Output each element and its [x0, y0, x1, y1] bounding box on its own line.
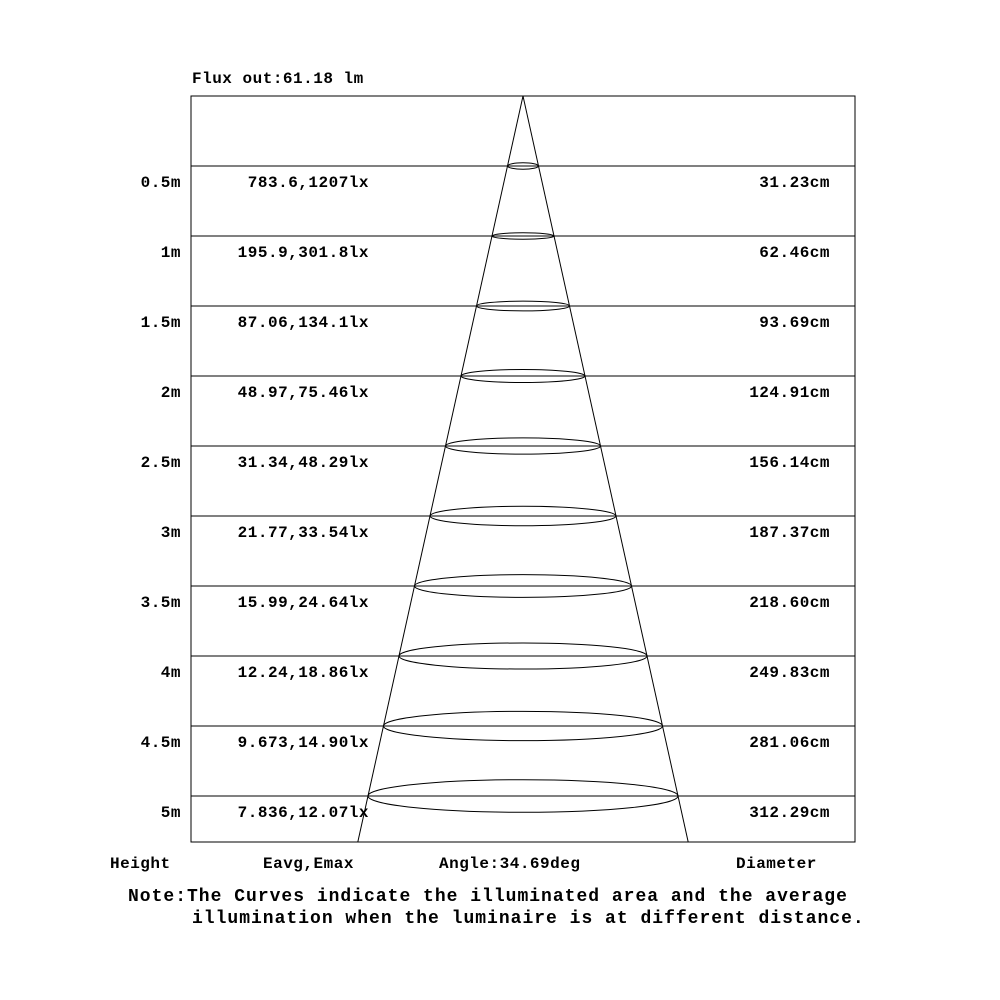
note-line-2: illumination when the luminaire is at different distance. [192, 909, 865, 929]
cone-right-edge [523, 96, 688, 842]
illuminance-value: 783.6,1207lx [247, 174, 369, 192]
height-value: 3.5m [140, 594, 181, 612]
height-value: 2.5m [140, 454, 181, 472]
diameter-value: 249.83cm [749, 664, 830, 682]
diameter-value: 187.37cm [749, 524, 830, 542]
height-value: 0.5m [140, 174, 181, 192]
height-value: 3m [160, 524, 181, 542]
diameter-value: 218.60cm [749, 594, 830, 612]
illuminance-value: 9.673,14.90lx [237, 734, 369, 752]
height-value: 4.5m [140, 734, 181, 752]
illuminance-value: 195.9,301.8lx [237, 244, 369, 262]
illuminance-value: 48.97,75.46lx [237, 384, 369, 402]
diameter-value: 62.46cm [759, 244, 830, 262]
height-value: 1m [160, 244, 181, 262]
flux-out-label: Flux out:61.18 lm [192, 70, 364, 88]
illuminance-value: 21.77,33.54lx [237, 524, 369, 542]
diameter-value: 156.14cm [749, 454, 830, 472]
beam-cone [358, 96, 688, 842]
illuminance-value: 31.34,48.29lx [237, 454, 369, 472]
illuminated-area-ellipses [368, 163, 678, 812]
data-rows [141, 174, 830, 822]
illuminance-value: 12.24,18.86lx [237, 664, 369, 682]
height-value: 4m [160, 664, 181, 682]
height-value: 1.5m [140, 314, 181, 332]
diameter-value: 93.69cm [759, 314, 830, 332]
height-value: 2m [160, 384, 181, 402]
cone-left-edge [358, 96, 523, 842]
beam-angle-label: Angle:34.69deg [439, 855, 581, 873]
eavg-emax-column-label: Eavg,Emax [263, 855, 354, 873]
height-value: 5m [160, 804, 181, 822]
illuminance-value: 87.06,134.1lx [237, 314, 369, 332]
illuminance-value: 7.836,12.07lx [237, 804, 369, 822]
diameter-column-label: Diameter [736, 855, 817, 873]
note-line-1: Note:The Curves indicate the illuminated area and the average [128, 887, 848, 907]
illuminance-value: 15.99,24.64lx [237, 594, 369, 612]
height-column-label: Height [110, 855, 171, 873]
diameter-value: 281.06cm [749, 734, 830, 752]
diameter-value: 124.91cm [749, 384, 830, 402]
diameter-value: 312.29cm [749, 804, 830, 822]
diameter-value: 31.23cm [759, 174, 830, 192]
